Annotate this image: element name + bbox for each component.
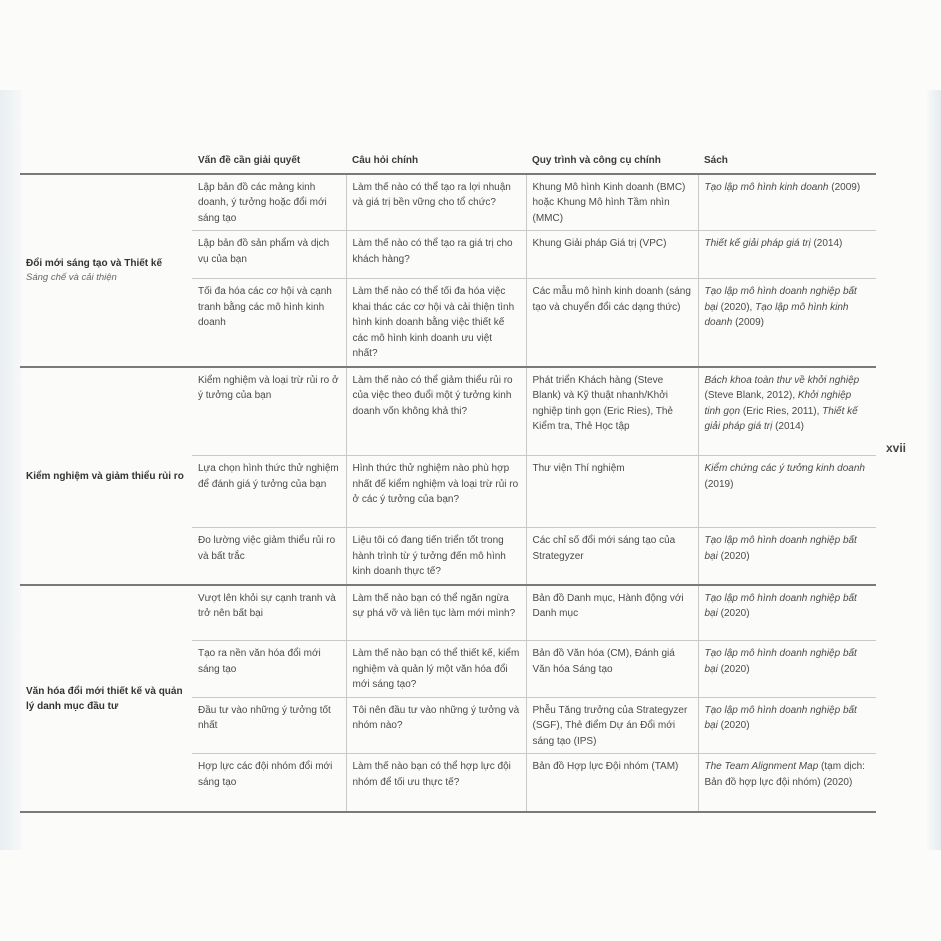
book-detail: (2009) (828, 181, 861, 193)
header-tools: Quy trình và công cụ chính (526, 146, 698, 174)
book-detail: (Eric Ries, 2011), (740, 405, 823, 417)
problem-cell: Hợp lực các đội nhóm đổi mới sáng tạo (192, 754, 346, 812)
book-cell (698, 367, 876, 456)
theme-subtitle: Sáng chế và cải thiện (26, 272, 117, 283)
tools-cell: Thư viện Thí nghiệm (526, 456, 698, 528)
page-binding-shadow (0, 90, 22, 850)
theme-title: Đổi mới sáng tạo và Thiết kế (26, 258, 163, 269)
book-detail: (tạm dịch: Bản đồ hợp lực đội nhóm) (2020) (704, 761, 865, 788)
tools-cell: Phễu Tăng trưởng của Strategyzer (SGF), Thẻ điểm Dự án Đổi mới sáng tạo (IPS) (526, 697, 698, 754)
book-cell (698, 456, 876, 528)
header-row (20, 146, 876, 174)
book-title: Bách khoa toàn thư về khởi nghiệp (704, 374, 860, 386)
tools-cell: Bản đồ Danh mục, Hành động với Danh mục (526, 585, 698, 641)
theme-cell (20, 174, 192, 367)
problem-cell: Đầu tư vào những ý tưởng tốt nhất (192, 697, 346, 754)
question-cell: Làm thế nào có thể tạo ra giá trị cho khách hàng? (346, 231, 526, 279)
header-books: Sách (698, 146, 876, 174)
book-cell (698, 231, 876, 279)
question-cell: Liệu tôi có đang tiến triển tốt trong hành trình từ ý tưởng đến mô hình kinh doanh thực tế? (346, 528, 526, 585)
book-title: Tạo lập mô hình kinh doanh (704, 181, 829, 193)
book-cell (698, 754, 876, 812)
theme-cell (20, 367, 192, 585)
tools-cell: Bản đồ Hợp lực Đội nhóm (TAM) (526, 754, 698, 812)
book-cell (698, 641, 876, 698)
book-title: Thiết kế giải pháp giá trị (704, 405, 858, 432)
book-title: Tạo lập mô hình doanh nghiệp bất bại (704, 704, 857, 731)
problem-cell: Kiểm nghiệm và loại trừ rủi ro ở ý tưởng của bạn (192, 367, 346, 456)
header-problem: Vấn đề cần giải quyết (192, 146, 346, 174)
book-title: Kiểm chứng các ý tưởng kinh doanh (704, 463, 865, 474)
theme-header-empty (20, 146, 192, 174)
theme-cell (20, 585, 192, 812)
book-title: Tạo lập mô hình doanh nghiệp bất bại (704, 286, 857, 313)
book-title: Tạo lập mô hình doanh nghiệp bất bại (704, 592, 857, 619)
book-detail: (2020) (717, 550, 750, 562)
book-detail: (Steve Blank, 2012), (704, 390, 798, 401)
question-cell: Làm thế nào có thể tối đa hóa việc khai thác các cơ hội và cải thiện tình hình kinh doanh bằng việc thiết kế các mô hình kinh doanh ưu việt nhất? (346, 279, 526, 367)
table-row (20, 174, 876, 231)
book-detail: (2020) (717, 663, 750, 675)
book-detail: (2019) (704, 478, 734, 490)
book-title: Tạo lập mô hình kinh doanh (704, 301, 849, 328)
book-detail: (2020) (717, 720, 750, 731)
page-edge-shadow (927, 90, 941, 850)
tools-cell: Khung Giải pháp Giá trị (VPC) (526, 231, 698, 279)
problem-cell: Lập bản đồ sản phẩm và dịch vụ của bạn (192, 231, 346, 279)
book-title: Thiết kế giải pháp giá trị (704, 238, 811, 249)
question-cell: Tôi nên đầu tư vào những ý tưởng và nhóm nào? (346, 697, 526, 754)
book-title: The Team Alignment Map (704, 761, 819, 772)
problem-cell: Lập bản đồ các mảng kinh doanh, ý tưởng hoặc đổi mới sáng tạo (192, 174, 346, 231)
question-cell: Hình thức thử nghiệm nào phù hợp nhất để kiểm nghiệm và loại trừ rủi ro ở các ý tưởng của bạn? (346, 456, 526, 528)
book-detail: (2014) (810, 238, 843, 249)
question-cell: Làm thế nào có thể giảm thiểu rủi ro của việc theo đuổi một ý tưởng kinh doanh vốn không khả thi? (346, 367, 526, 456)
book-detail: (2014) (772, 421, 805, 432)
tools-cell: Khung Mô hình Kinh doanh (BMC) hoặc Khung Mô hình Tầm nhìn (MMC) (526, 174, 698, 231)
book-detail: (2020) (717, 608, 750, 619)
tools-cell: Bản đồ Văn hóa (CM), Đánh giá Văn hóa Sáng tạo (526, 641, 698, 698)
problem-cell: Lựa chọn hình thức thử nghiệm để đánh giá ý tưởng của bạn (192, 456, 346, 528)
book-cell (698, 279, 876, 367)
problem-cell: Đo lường việc giảm thiểu rủi ro và bất trắc (192, 528, 346, 585)
book-detail: (2020), (717, 301, 756, 313)
question-cell: Làm thế nào bạn có thể ngăn ngừa sự phá vỡ và liên tục làm mới mình? (346, 585, 526, 641)
question-cell: Làm thế nào bạn có thể thiết kế, kiểm nghiệm và quản lý một văn hóa đổi mới sáng tạo? (346, 641, 526, 698)
theme-title: Kiểm nghiệm và giảm thiểu rủi ro (26, 470, 184, 482)
tools-table (20, 146, 876, 813)
book-title: Khởi nghiệp tinh gọn (704, 390, 852, 417)
book-title: Tạo lập mô hình doanh nghiệp bất bại (704, 535, 857, 562)
problem-cell: Vượt lên khỏi sự cạnh tranh và trở nên bất bại (192, 585, 346, 641)
book-cell (698, 697, 876, 754)
tools-cell: Các chỉ số đổi mới sáng tạo của Strategyzer (526, 528, 698, 585)
header-question: Câu hỏi chính (346, 146, 526, 174)
book-detail: (2009) (732, 317, 764, 328)
problem-cell: Tạo ra nền văn hóa đổi mới sáng tạo (192, 641, 346, 698)
book-cell (698, 585, 876, 641)
question-cell: Làm thế nào có thể tạo ra lợi nhuận và giá trị bền vững cho tổ chức? (346, 174, 526, 231)
theme-title: Văn hóa đổi mới thiết kế và quản lý danh mục đầu tư (26, 685, 183, 712)
book-cell (698, 174, 876, 231)
problem-cell: Tối đa hóa các cơ hội và cạnh tranh bằng các mô hình kinh doanh (192, 279, 346, 367)
question-cell: Làm thế nào bạn có thể hợp lực đội nhóm để tối ưu thực tế? (346, 754, 526, 812)
tools-cell: Phát triển Khách hàng (Steve Blank) và Kỹ thuật nhanh/Khởi nghiệp tinh gọn (Eric Ries), Thẻ Kiểm tra, Thẻ Học tập (526, 367, 698, 456)
page-number: xvii (886, 441, 907, 455)
tools-cell: Các mẫu mô hình kinh doanh (sáng tạo và chuyển đổi các dạng thức) (526, 279, 698, 367)
book-title: Tạo lập mô hình doanh nghiệp bất bại (704, 648, 857, 675)
table-row (20, 367, 876, 456)
table-row (20, 585, 876, 641)
book-cell (698, 528, 876, 585)
